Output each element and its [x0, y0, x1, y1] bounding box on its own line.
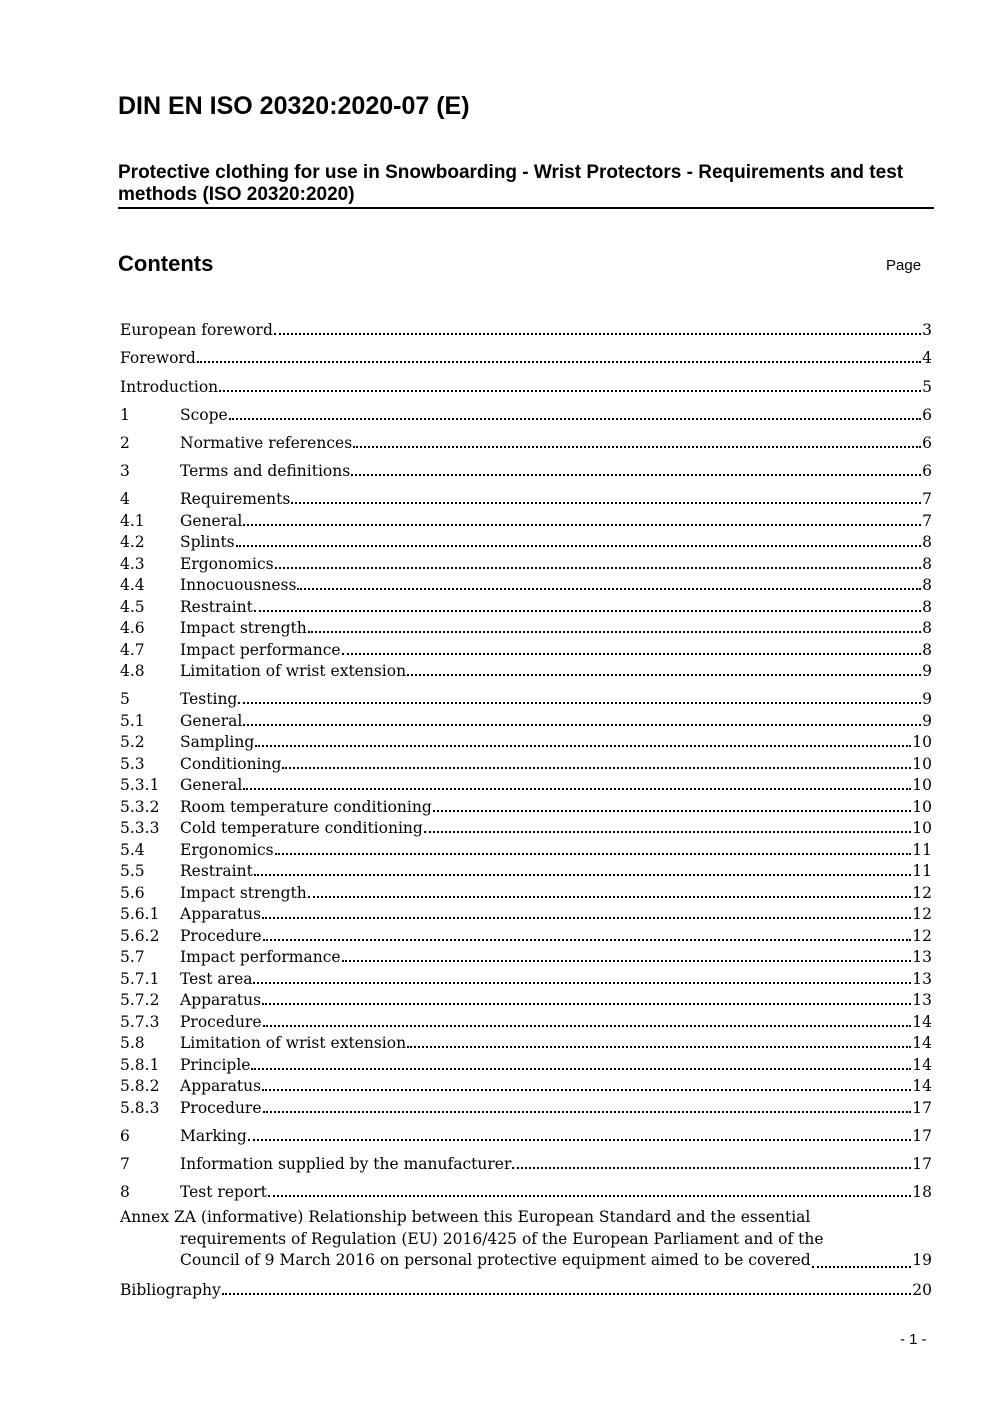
- toc-dot-leader: [512, 1166, 911, 1169]
- toc-entry-title: Principle: [180, 1056, 251, 1074]
- toc-dot-leader: [251, 1067, 911, 1070]
- toc-entry-title: Test area: [180, 970, 253, 988]
- toc-entry-page: 6: [922, 462, 932, 480]
- toc-entry-number: 5.7: [120, 948, 145, 966]
- toc-entry[interactable]: [120, 1074, 932, 1095]
- toc-dot-leader: [219, 389, 921, 392]
- toc-entry-page: 12: [912, 927, 932, 945]
- toc-entry-title: Introduction: [120, 378, 219, 396]
- toc-entry[interactable]: [120, 638, 932, 659]
- toc-entry-title: Limitation of wrist extension: [180, 662, 407, 680]
- toc-entry-number: 4.2: [120, 533, 145, 551]
- toc-entry-page: 11: [912, 841, 932, 859]
- toc-entry[interactable]: [120, 730, 932, 751]
- toc-entry-title: Cold temperature conditioning: [180, 819, 423, 837]
- toc-entry-page: 20: [912, 1281, 932, 1299]
- toc-entry-number: 5.2: [120, 733, 145, 751]
- toc-entry[interactable]: [120, 709, 932, 730]
- toc-entry-number: 4.5: [120, 598, 145, 616]
- toc-entry-number: 5.6.1: [120, 905, 160, 923]
- toc-entry[interactable]: [120, 595, 932, 616]
- toc-entry-title: Testing: [180, 690, 238, 708]
- toc-entry[interactable]: [120, 988, 932, 1009]
- toc-entry-title: Test report: [180, 1183, 267, 1201]
- toc-dot-leader: [353, 445, 921, 448]
- toc-dot-leader: [262, 916, 911, 919]
- toc-dot-leader: [297, 587, 921, 590]
- toc-entry-number: 4.1: [120, 512, 145, 530]
- toc-entry-number: 5.7.1: [120, 970, 160, 988]
- toc-entry-number: 5: [120, 690, 130, 708]
- toc-entry-bibliography[interactable]: [120, 1278, 932, 1299]
- toc-entry-page: 13: [912, 991, 932, 1009]
- toc-entry[interactable]: [120, 795, 932, 816]
- toc-entry[interactable]: [120, 1031, 932, 1052]
- annex-title-line: requirements of Regulation (EU) 2016/425 of the European Parliament and of the: [180, 1229, 824, 1248]
- toc-entry-page: 14: [912, 1034, 932, 1052]
- toc-entry-page: 17: [912, 1127, 932, 1145]
- toc-entry-title: Terms and definitions: [180, 462, 351, 480]
- toc-entry-page: 14: [912, 1056, 932, 1074]
- toc-entry-number: 6: [120, 1127, 130, 1145]
- toc-dot-leader: [222, 1292, 912, 1295]
- toc-dot-leader: [238, 701, 921, 704]
- toc-dot-leader: [274, 332, 921, 335]
- toc-dot-leader: [243, 523, 921, 526]
- toc-entry[interactable]: [120, 773, 932, 794]
- toc-entry-page: 14: [912, 1013, 932, 1031]
- toc-entry-number: 5.8.1: [120, 1056, 160, 1074]
- document-title: DIN EN ISO 20320:2020-07 (E): [118, 92, 470, 120]
- toc-entry-page: 10: [912, 755, 932, 773]
- toc-entry-title: General: [180, 712, 243, 730]
- toc-dot-leader: [236, 544, 922, 547]
- toc-entry-title: Normative references: [180, 434, 353, 452]
- toc-entry-number: 4.7: [120, 641, 145, 659]
- toc-entry-title: General: [180, 776, 243, 794]
- toc-dot-leader: [407, 1045, 911, 1048]
- toc-entry-title: Splints: [180, 533, 235, 551]
- toc-entry-title: Restraint: [180, 862, 253, 880]
- toc-entry[interactable]: [120, 1010, 932, 1031]
- toc-dot-leader: [268, 1194, 911, 1197]
- toc-dot-leader: [243, 787, 911, 790]
- toc-entry-number: 4.8: [120, 662, 145, 680]
- toc-entry[interactable]: [120, 687, 932, 708]
- toc-entry-page: 8: [922, 576, 932, 594]
- toc-entry-page: 18: [912, 1183, 932, 1201]
- annex-title-line: Annex ZA (informative) Relationship between this European Standard and the essential: [120, 1208, 811, 1226]
- toc-entry-page: 10: [912, 798, 932, 816]
- toc-entry-number: 4: [120, 490, 130, 508]
- toc-entry-title: Impact strength: [180, 884, 307, 902]
- toc-entry[interactable]: [120, 1096, 932, 1117]
- toc-dot-leader: [291, 501, 921, 504]
- toc-entry[interactable]: [120, 838, 932, 859]
- toc-entry-number: 5.3: [120, 755, 145, 773]
- toc-entry-title: Restraint: [180, 598, 253, 616]
- toc-entry-title: Ergonomics: [180, 555, 274, 573]
- toc-entry-title: Sampling: [180, 733, 255, 751]
- annex-title-text: Council of 9 March 2016 on personal protective equipment aimed to be covered: [180, 1251, 811, 1269]
- toc-dot-leader: [275, 852, 912, 855]
- toc-entry-title: Apparatus: [180, 1077, 262, 1095]
- toc-entry-number: 5.7.3: [120, 1013, 160, 1031]
- toc-entry-title: Impact performance: [180, 641, 341, 659]
- toc-entry[interactable]: [120, 902, 932, 923]
- toc-entry[interactable]: [120, 346, 932, 367]
- toc-entry-page: 8: [922, 555, 932, 573]
- toc-entry-title: Ergonomics: [180, 841, 274, 859]
- toc-dot-leader: [262, 1002, 911, 1005]
- toc-entry-number: 5.8: [120, 1034, 145, 1052]
- toc-entry-title: Procedure: [180, 927, 262, 945]
- toc-entry-page: 4: [922, 349, 932, 367]
- toc-entry-title: Bibliography: [120, 1281, 221, 1299]
- toc-entry-page: 13: [912, 948, 932, 966]
- document-subtitle: Protective clothing for use in Snowboarding - Wrist Protectors - Requirements and test methods (ISO 20320:2020): [118, 162, 934, 209]
- toc-entry-number: 5.3.1: [120, 776, 160, 794]
- toc-entry-number: 4.6: [120, 619, 145, 637]
- toc-entry-page: 13: [912, 970, 932, 988]
- toc-entry[interactable]: [120, 1152, 932, 1173]
- toc-entry[interactable]: [120, 881, 932, 902]
- toc-entry[interactable]: [120, 816, 932, 837]
- toc-entry-title: Room temperature conditioning: [180, 798, 432, 816]
- toc-dot-leader: [254, 609, 921, 612]
- toc-entry[interactable]: [120, 616, 932, 637]
- toc-dot-leader: [254, 873, 911, 876]
- toc-entry-number: 4.4: [120, 576, 145, 594]
- toc-entry-title: Impact performance: [180, 948, 341, 966]
- toc-entry-page: 7: [922, 512, 932, 530]
- toc-dot-leader: [229, 417, 921, 420]
- toc-entry[interactable]: [120, 659, 932, 680]
- toc-annex-entry[interactable]: [120, 1207, 932, 1272]
- toc-entry-number: 5.6.2: [120, 927, 160, 945]
- toc-entry-page: 10: [912, 819, 932, 837]
- toc-dot-leader: [351, 473, 921, 476]
- toc-entry-page: 12: [912, 884, 932, 902]
- toc-entry-page: 8: [922, 533, 932, 551]
- toc-dot-leader: [262, 1088, 911, 1091]
- page-column-heading: Page: [886, 257, 922, 274]
- toc-entry[interactable]: [120, 530, 932, 551]
- toc-entry-title: Limitation of wrist extension: [180, 1034, 407, 1052]
- toc-entry[interactable]: [120, 945, 932, 966]
- toc-entry-number: 2: [120, 434, 130, 452]
- toc-entry-title: Conditioning: [180, 755, 282, 773]
- toc-entry-title: Marking: [180, 1127, 247, 1145]
- toc-entry-number: 4.3: [120, 555, 145, 573]
- toc-entry[interactable]: [120, 431, 932, 452]
- toc-entry[interactable]: [120, 318, 932, 339]
- toc-entry-page: 11: [912, 862, 932, 880]
- toc-dot-leader: [263, 1110, 912, 1113]
- toc-dot-leader: [248, 1138, 911, 1141]
- toc-entry-title: Requirements: [180, 490, 291, 508]
- toc-dot-leader: [308, 630, 921, 633]
- toc-entry-title: Innocuousness: [180, 576, 297, 594]
- toc-dot-leader: [433, 809, 912, 812]
- toc-entry-title: Procedure: [180, 1099, 262, 1117]
- toc-entry[interactable]: [120, 375, 932, 396]
- toc-dot-leader: [282, 766, 911, 769]
- toc-dot-leader: [263, 1024, 912, 1027]
- toc-entry[interactable]: [120, 403, 932, 424]
- toc-dot-leader: [424, 830, 911, 833]
- toc-entry-number: 8: [120, 1183, 130, 1201]
- toc-entry-title: General: [180, 512, 243, 530]
- toc-entry-page: 9: [922, 712, 932, 730]
- toc-entry-title: Procedure: [180, 1013, 262, 1031]
- toc-entry[interactable]: [120, 509, 932, 530]
- toc-entry-page: 10: [912, 733, 932, 751]
- toc-dot-leader: [342, 652, 922, 655]
- toc-entry[interactable]: [120, 1124, 932, 1145]
- toc-entry-title: Foreword: [120, 349, 196, 367]
- toc-entry-page: 17: [912, 1099, 932, 1117]
- toc-entry-page: 19: [912, 1251, 932, 1269]
- toc-entry[interactable]: [120, 552, 932, 573]
- toc-dot-leader: [263, 938, 912, 941]
- toc-entry-page: 3: [922, 321, 932, 339]
- toc-entry[interactable]: [120, 752, 932, 773]
- annex-title-last-line: [120, 1250, 932, 1272]
- toc-dot-leader: [342, 959, 912, 962]
- toc-entry-title: Information supplied by the manufacturer: [180, 1155, 512, 1173]
- toc-entry-title: Impact strength: [180, 619, 307, 637]
- toc-entry-page: 9: [922, 690, 932, 708]
- toc-entry[interactable]: [120, 459, 932, 480]
- toc-entry-page: 10: [912, 776, 932, 794]
- toc-dot-leader: [197, 360, 921, 363]
- toc-entry[interactable]: [120, 924, 932, 945]
- toc-entry-page: 5: [922, 378, 932, 396]
- toc-entry-page: 7: [922, 490, 932, 508]
- toc-dot-leader: [407, 673, 921, 676]
- toc-entry-number: 5.4: [120, 841, 145, 859]
- contents-heading: Contents: [118, 251, 214, 276]
- toc-entry-number: 5.8.3: [120, 1099, 160, 1117]
- toc-entry[interactable]: [120, 487, 932, 508]
- toc-dot-leader: [812, 1265, 912, 1268]
- toc-entry-number: 5.6: [120, 884, 145, 902]
- toc-entry-page: 9: [922, 662, 932, 680]
- toc-dot-leader: [308, 895, 912, 898]
- toc-entry-number: 1: [120, 406, 130, 424]
- toc-entry-title: Scope: [180, 406, 228, 424]
- toc-entry-number: 5.8.2: [120, 1077, 160, 1095]
- toc-dot-leader: [253, 981, 911, 984]
- toc-entry-number: 7: [120, 1155, 130, 1173]
- toc-dot-leader: [255, 744, 911, 747]
- toc-entry[interactable]: [120, 1180, 932, 1201]
- toc-entry[interactable]: [120, 1053, 932, 1074]
- toc-entry-number: 5.7.2: [120, 991, 160, 1009]
- toc-entry-page: 17: [912, 1155, 932, 1173]
- toc-entry-number: 5.3.2: [120, 798, 160, 816]
- toc-entry-title: European foreword: [120, 321, 273, 339]
- toc-entry[interactable]: [120, 573, 932, 594]
- toc-entry-page: 14: [912, 1077, 932, 1095]
- footer-page-number: - 1 -: [900, 1331, 927, 1348]
- toc-entry[interactable]: [120, 859, 932, 880]
- toc-dot-leader: [243, 723, 921, 726]
- toc-entry[interactable]: [120, 967, 932, 988]
- toc-entry-page: 12: [912, 905, 932, 923]
- toc-entry-title: Apparatus: [180, 991, 262, 1009]
- toc-entry-page: 6: [922, 406, 932, 424]
- toc-entry-number: 5.5: [120, 862, 145, 880]
- toc-entry-page: 6: [922, 434, 932, 452]
- toc-entry-number: 5.3.3: [120, 819, 160, 837]
- toc-entry-page: 8: [922, 641, 932, 659]
- toc-entry-page: 8: [922, 598, 932, 616]
- toc-entry-page: 8: [922, 619, 932, 637]
- toc-entry-title: Apparatus: [180, 905, 262, 923]
- toc-entry-number: 5.1: [120, 712, 145, 730]
- toc-entry-number: 3: [120, 462, 130, 480]
- toc-dot-leader: [275, 566, 922, 569]
